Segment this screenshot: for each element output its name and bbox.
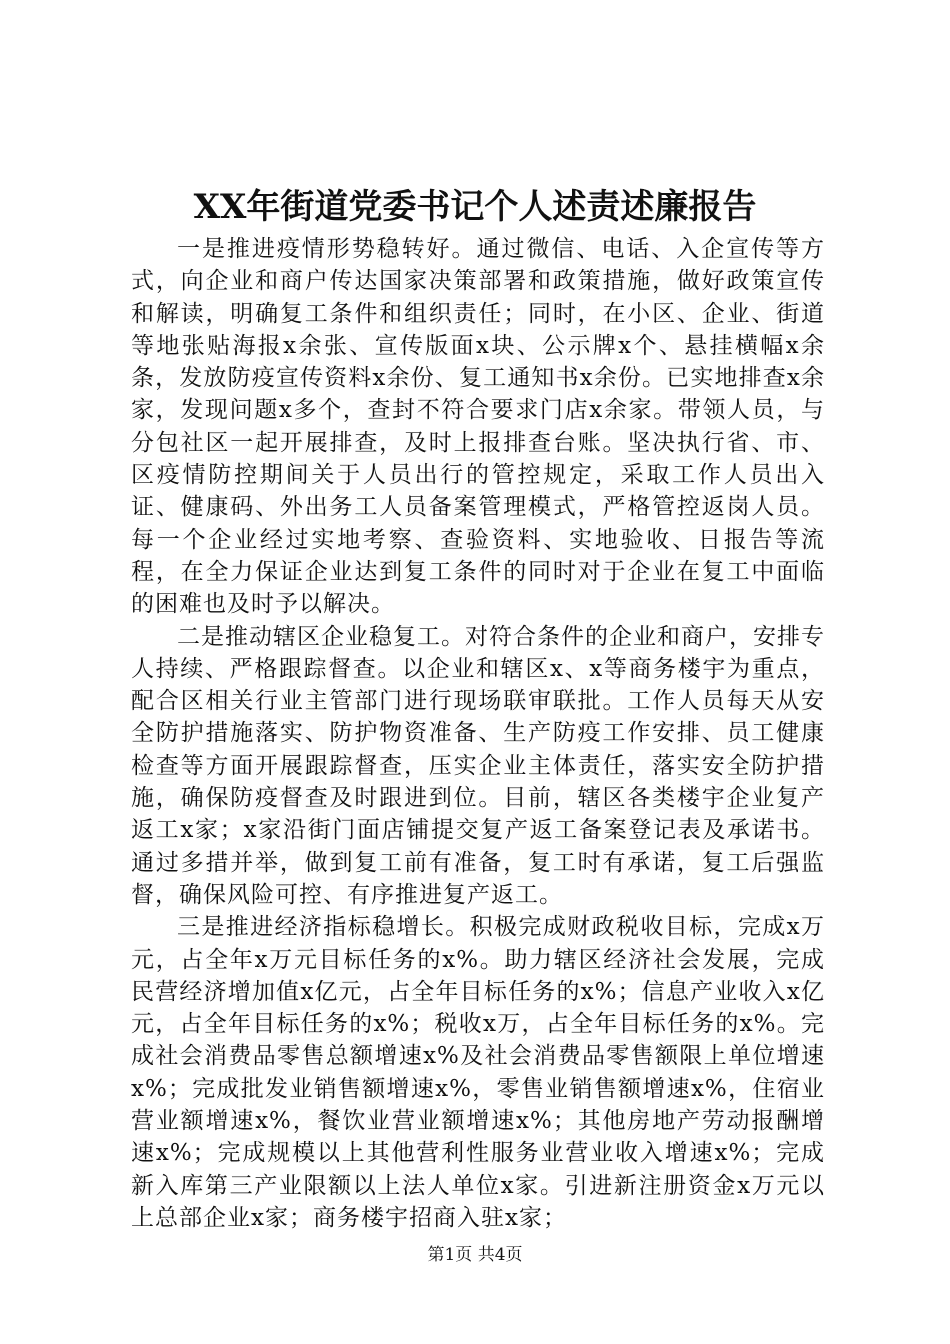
document-body	[131, 233, 825, 1234]
paragraph-2: 二是推动辖区企业稳复工。对符合条件的企业和商户，安排专人持续、严格跟踪督查。以企业和辖区x、x等商务楼宇为重点，配合区相关行业主管部门进行现场联审联批。工作人员每天从安全防护措施落实、防护物资准备、生产防疫工作安排、员工健康检查等方面开展跟踪督查，压实企业主体责任，落实安全防护措施，确保防疫督查及时跟进到位。目前，辖区各类楼宇企业复产返工x家；x家沿街门面店铺提交复产返工备案登记表及承诺书。通过多措并举，做到复工前有准备，复工时有承诺，复工后强监督，确保风险可控、有序推进复产返工。	[131, 623, 825, 908]
document-title: XX年街道党委书记个人述责述廉报告	[193, 187, 757, 227]
paragraph-1: 一是推进疫情形势稳转好。通过微信、电话、入企宣传等方式，向企业和商户传达国家决策部署和政策措施，做好政策宣传和解读，明确复工条件和组织责任；同时，在小区、企业、街道等地张贴海报x余张、宣传版面x块、公示牌x个、悬挂横幅x余条，发放防疫宣传资料x余份、复工通知书x余份。已实地排查x余家，发现问题x多个，查封不符合要求门店x余家。带领人员，与分包社区一起开展排查，及时上报排查台账。坚决执行省、市、区疫情防控期间关于人员出行的管控规定，采取工作人员出入证、健康码、外出务工人员备案管理模式，严格管控返岗人员。每一个企业经过实地考察、查验资料、实地验收、日报告等流程，在全力保证企业达到复工条件的同时对于企业在复工中面临的困难也及时予以解决。	[131, 236, 825, 618]
page-number-footer: 第1页 共4页	[427, 1245, 523, 1265]
paragraph-3: 三是推进经济指标稳增长。积极完成财政税收目标，完成x万元，占全年x万元目标任务的x%。助力辖区经济社会发展，完成民营经济增加值x亿元，占全年目标任务的x%；信息产业收入x亿元，占全年目标任务的x%；税收x万，占全年目标任务的x%。完成社会消费品零售总额增速x%及社会消费品零售额限上单位增速x%；完成批发业销售额增速x%，零售业销售额增速x%，住宿业营业额增速x%，餐饮业营业额增速x%；其他房地产劳动报酬增速x%；完成规模以上其他营利性服务业营业收入增速x%；完成新入库第三产业限额以上法人单位x家。引进新注册资金x万元以上总部企业x家；商务楼宇招商入驻x家；	[131, 914, 825, 1231]
